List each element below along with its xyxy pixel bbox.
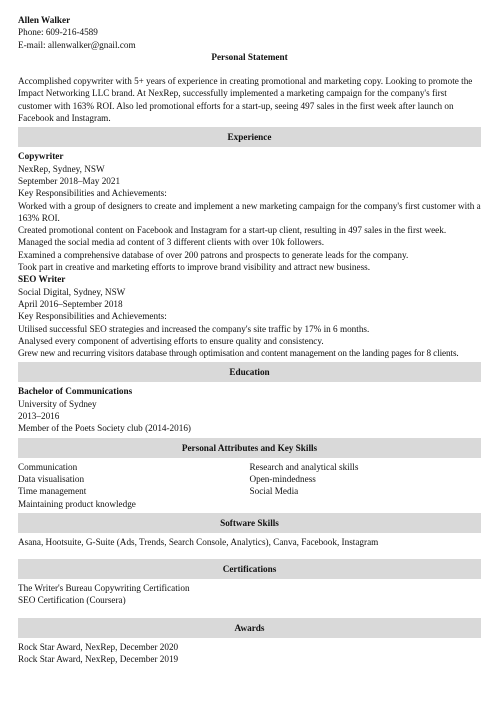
education-note: Member of the Poets Society club (2014-2016) xyxy=(18,423,191,434)
job-resp-label: Key Responsibilities and Achievements: xyxy=(18,311,167,322)
job-item: Created promotional content on Facebook and Instagram for a start-up client, resulting in 497 sales in the first week. xyxy=(18,225,447,236)
education-heading: Education xyxy=(18,362,481,382)
job-item: Worked with a group of designers to create and implement a new marketing campaign for the company's first customer with a 163% ROI. xyxy=(18,200,481,223)
skill-item: Research and analytical skills xyxy=(249,461,359,472)
skill-item: Social Media xyxy=(249,486,299,497)
certifications-heading: Certifications xyxy=(18,559,481,579)
job-title: Copywriter xyxy=(18,151,64,162)
job-item: Grew new and recurring visitors database through optimisation and content management on the landing pages for 8 clients. xyxy=(18,348,459,359)
job-company: NexRep, Sydney, NSW xyxy=(18,163,105,174)
email-line: E-mail: allenwalker@gnail.com xyxy=(18,39,136,50)
skill-item: Communication xyxy=(18,461,78,472)
degree: Bachelor of Communications xyxy=(18,386,133,397)
statement-heading: Personal Statement xyxy=(211,51,288,62)
certification-item: The Writer's Bureau Copywriting Certification xyxy=(18,583,190,594)
job-company: Social Digital, Sydney, NSW xyxy=(18,286,126,297)
job-seo-writer xyxy=(18,273,481,359)
job-dates: September 2018–May 2021 xyxy=(18,175,121,186)
school: University of Sydney xyxy=(18,398,97,409)
job-copywriter xyxy=(18,150,481,273)
statement-text: Accomplished copywriter with 5+ years of experience in creating promotional and marketing copy. Looking to promote the Impact Networking LLC brand. At NexRep, successfully implemented a marketing campaign for the company's first customer with 163% ROI. Also led promotional efforts for a start-up, seeing 497 sales in the first week after launch on Facebook and Instagram. xyxy=(18,76,473,124)
skills-list xyxy=(18,461,481,510)
skills-right-column xyxy=(250,461,482,510)
skill-item: Maintaining product knowledge xyxy=(18,498,136,509)
skill-item: Open-mindedness xyxy=(249,473,316,484)
skill-item: Data visualisation xyxy=(18,473,85,484)
skill-item: Time management xyxy=(18,486,87,497)
job-resp-label: Key Responsibilities and Achievements: xyxy=(18,188,167,199)
job-item: Examined a comprehensive database of over 200 patrons and prospects to generate leads for the company. xyxy=(18,249,409,260)
awards-heading: Awards xyxy=(18,618,481,638)
certification-item: SEO Certification (Coursera) xyxy=(18,595,126,606)
job-item: Analysed every component of advertising efforts to ensure quality and consistency. xyxy=(18,335,324,346)
education-dates: 2013–2016 xyxy=(18,411,60,422)
award-item: Rock Star Award, NexRep, December 2020 xyxy=(18,641,179,652)
candidate-name: Allen Walker xyxy=(18,15,71,25)
software-list: Asana, Hootsuite, G-Suite (Ads, Trends, Search Console, Analytics), Canva, Facebook, Instagram xyxy=(18,536,379,547)
award-item: Rock Star Award, NexRep, December 2019 xyxy=(18,653,179,664)
experience-heading: Experience xyxy=(18,127,481,147)
job-item: Took part in creative and marketing efforts to improve brand visibility and attract new business. xyxy=(18,262,371,273)
software-heading: Software Skills xyxy=(18,513,481,533)
job-dates: April 2016–September 2018 xyxy=(18,298,123,309)
phone-line: Phone: 609-216-4589 xyxy=(18,27,98,38)
job-item: Managed the social media ad content of 3 different clients with over 10k followers. xyxy=(18,237,324,248)
skills-heading: Personal Attributes and Key Skills xyxy=(18,438,481,458)
job-item: Utilised successful SEO strategies and increased the company's site traffic by 17% in 6 months. xyxy=(18,323,370,334)
skills-left-column xyxy=(18,461,250,510)
job-title: SEO Writer xyxy=(18,274,66,285)
